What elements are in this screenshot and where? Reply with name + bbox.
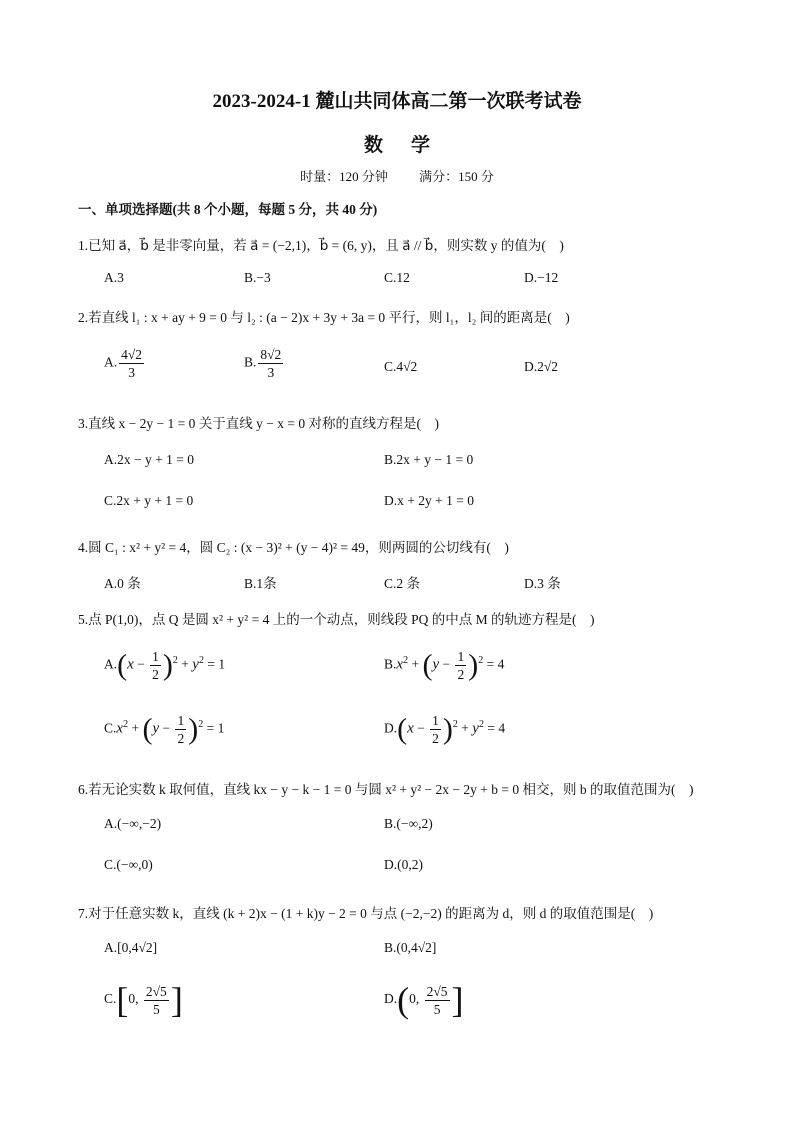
exam-score: 满分：150 分 <box>419 169 494 184</box>
section-heading: 一、单项选择题(共 8 个小题，每题 5 分，共 40 分) <box>78 202 378 217</box>
option-label: D. <box>384 720 398 736</box>
fraction: $\frac{2√5}{5}$ <box>145 983 167 1017</box>
fraction: $\frac{2√5}{5}$ <box>426 983 448 1017</box>
option-d[interactable]: D.(0, $\frac{2√5}{5}$ ] <box>384 980 464 1020</box>
option-b[interactable]: B.1条 <box>244 576 277 591</box>
option-a[interactable]: A.2x − y + 1 = 0 <box>104 452 194 467</box>
option-d[interactable]: D.2√2 <box>524 359 559 374</box>
option-a[interactable]: A.3 <box>104 270 124 285</box>
option-d[interactable]: D.−12 <box>524 270 559 285</box>
option-a[interactable]: A.0 条 <box>104 576 141 591</box>
option-label: A. <box>104 656 118 672</box>
question-stem: 6.若无论实数 k 取何值，直线 kx − y − k − 1 = 0 与圆 x² + y² − 2x − 2y + b = 0 相交，则 b 的取值范围为( ) <box>78 782 694 797</box>
option-b[interactable]: B.2x + y − 1 = 0 <box>384 452 474 467</box>
subject-title: 数学 <box>363 135 458 156</box>
option-c[interactable]: C.(−∞,0) <box>104 857 153 872</box>
option-d[interactable]: D.(x − $\frac{1}{2}$ )$^2 + y^2 = 4$ <box>384 712 506 746</box>
exam-time: 时量：120 分钟 <box>300 169 388 184</box>
option-label: D. <box>384 991 398 1007</box>
denominator: 3 <box>267 365 275 380</box>
question-stem: 3.直线 x − 2y − 1 = 0 关于直线 y − x = 0 对称的直线方程是( ) <box>78 416 439 431</box>
option-c[interactable]: C.12 <box>384 270 410 285</box>
fraction <box>119 346 144 381</box>
option-label: C. <box>104 991 117 1007</box>
option-c[interactable]: C.2 条 <box>384 576 421 591</box>
option-c[interactable]: $C.x^2 + (y$ − $\frac{1}{2}$ )$^2$ = 1 <box>104 712 225 746</box>
question-stem: 1.已知 a⃗，b⃗ 是非零向量，若 a⃗ = (−2,1)，b⃗ = (6, y)，且 a⃗ // b⃗，则实数 y 的值为( ) <box>78 238 564 253</box>
option-label: A. <box>104 354 118 370</box>
option-b[interactable]: B.−3 <box>244 270 271 285</box>
option-d[interactable]: D.(0,2) <box>384 857 423 872</box>
fraction <box>258 346 283 381</box>
question-stem: 7.对于任意实数 k，直线 (k + 2)x − (1 + k)y − 2 = 0 与点 (−2,−2) 的距离为 d，则 d 的取值范围是( ) <box>78 906 654 921</box>
exam-meta <box>0 166 794 185</box>
option-b[interactable]: B.(−∞,2) <box>384 816 433 831</box>
option-label: C. <box>104 720 117 736</box>
option-b[interactable]: B.(0,4√2] <box>384 940 437 955</box>
option-d[interactable]: D.x + 2y + 1 = 0 <box>384 493 474 508</box>
denominator: 3 <box>128 365 135 380</box>
fraction: $\frac{1}{2}$ <box>177 713 185 746</box>
option-c[interactable]: C.4√2 <box>384 359 418 374</box>
fraction: $\frac{1}{2}$ <box>152 649 159 682</box>
numerator: 4√2 <box>121 347 143 362</box>
option-c[interactable]: C.2x + y + 1 = 0 <box>104 493 194 508</box>
option-c[interactable]: C.[0, $\frac{2√5}{5}$ ] <box>104 980 183 1020</box>
option-label: B. <box>244 354 257 370</box>
option-a[interactable]: A.(−∞,−2) <box>104 816 162 831</box>
numerator: 8√2 <box>260 347 282 362</box>
fraction: $\frac{1}{2}$ <box>457 649 465 682</box>
option-a[interactable]: A.[0,4√2] <box>104 940 158 955</box>
option-b[interactable]: $B.x^2 + (y$ − $\frac{1}{2}$ )$^2$ = 4 <box>384 648 505 682</box>
page-title: 2023-2024-1 麓山共同体高二第一次联考试卷 <box>212 91 582 112</box>
option-a[interactable] <box>104 346 146 381</box>
option-b[interactable] <box>244 346 285 381</box>
fraction: $\frac{1}{2}$ <box>432 713 439 746</box>
option-label: B. <box>384 656 397 672</box>
question-stem: 5.点 P(1,0)，点 Q 是圆 x² + y² = 4 上的一个动点，则线段 PQ 的中点 M 的轨迹方程是( ) <box>78 612 595 627</box>
option-a[interactable]: A.(x − $\frac{1}{2}$ )$^2 + y^2 = 1$ <box>104 648 226 682</box>
option-d[interactable]: D.3 条 <box>524 576 561 591</box>
question-stem: 4.圆 C₁ : x² + y² = 4，圆 C₂ : (x − 3)² + (y − 4)² = 49，则两圆的公切线有( ) <box>78 540 509 555</box>
question-stem: 2.若直线 l₁ : x + ay + 9 = 0 与 l₂ : (a − 2)x + 3y + 3a = 0 平行，则 l₁，l₂ 间的距离是( ) <box>78 310 570 325</box>
